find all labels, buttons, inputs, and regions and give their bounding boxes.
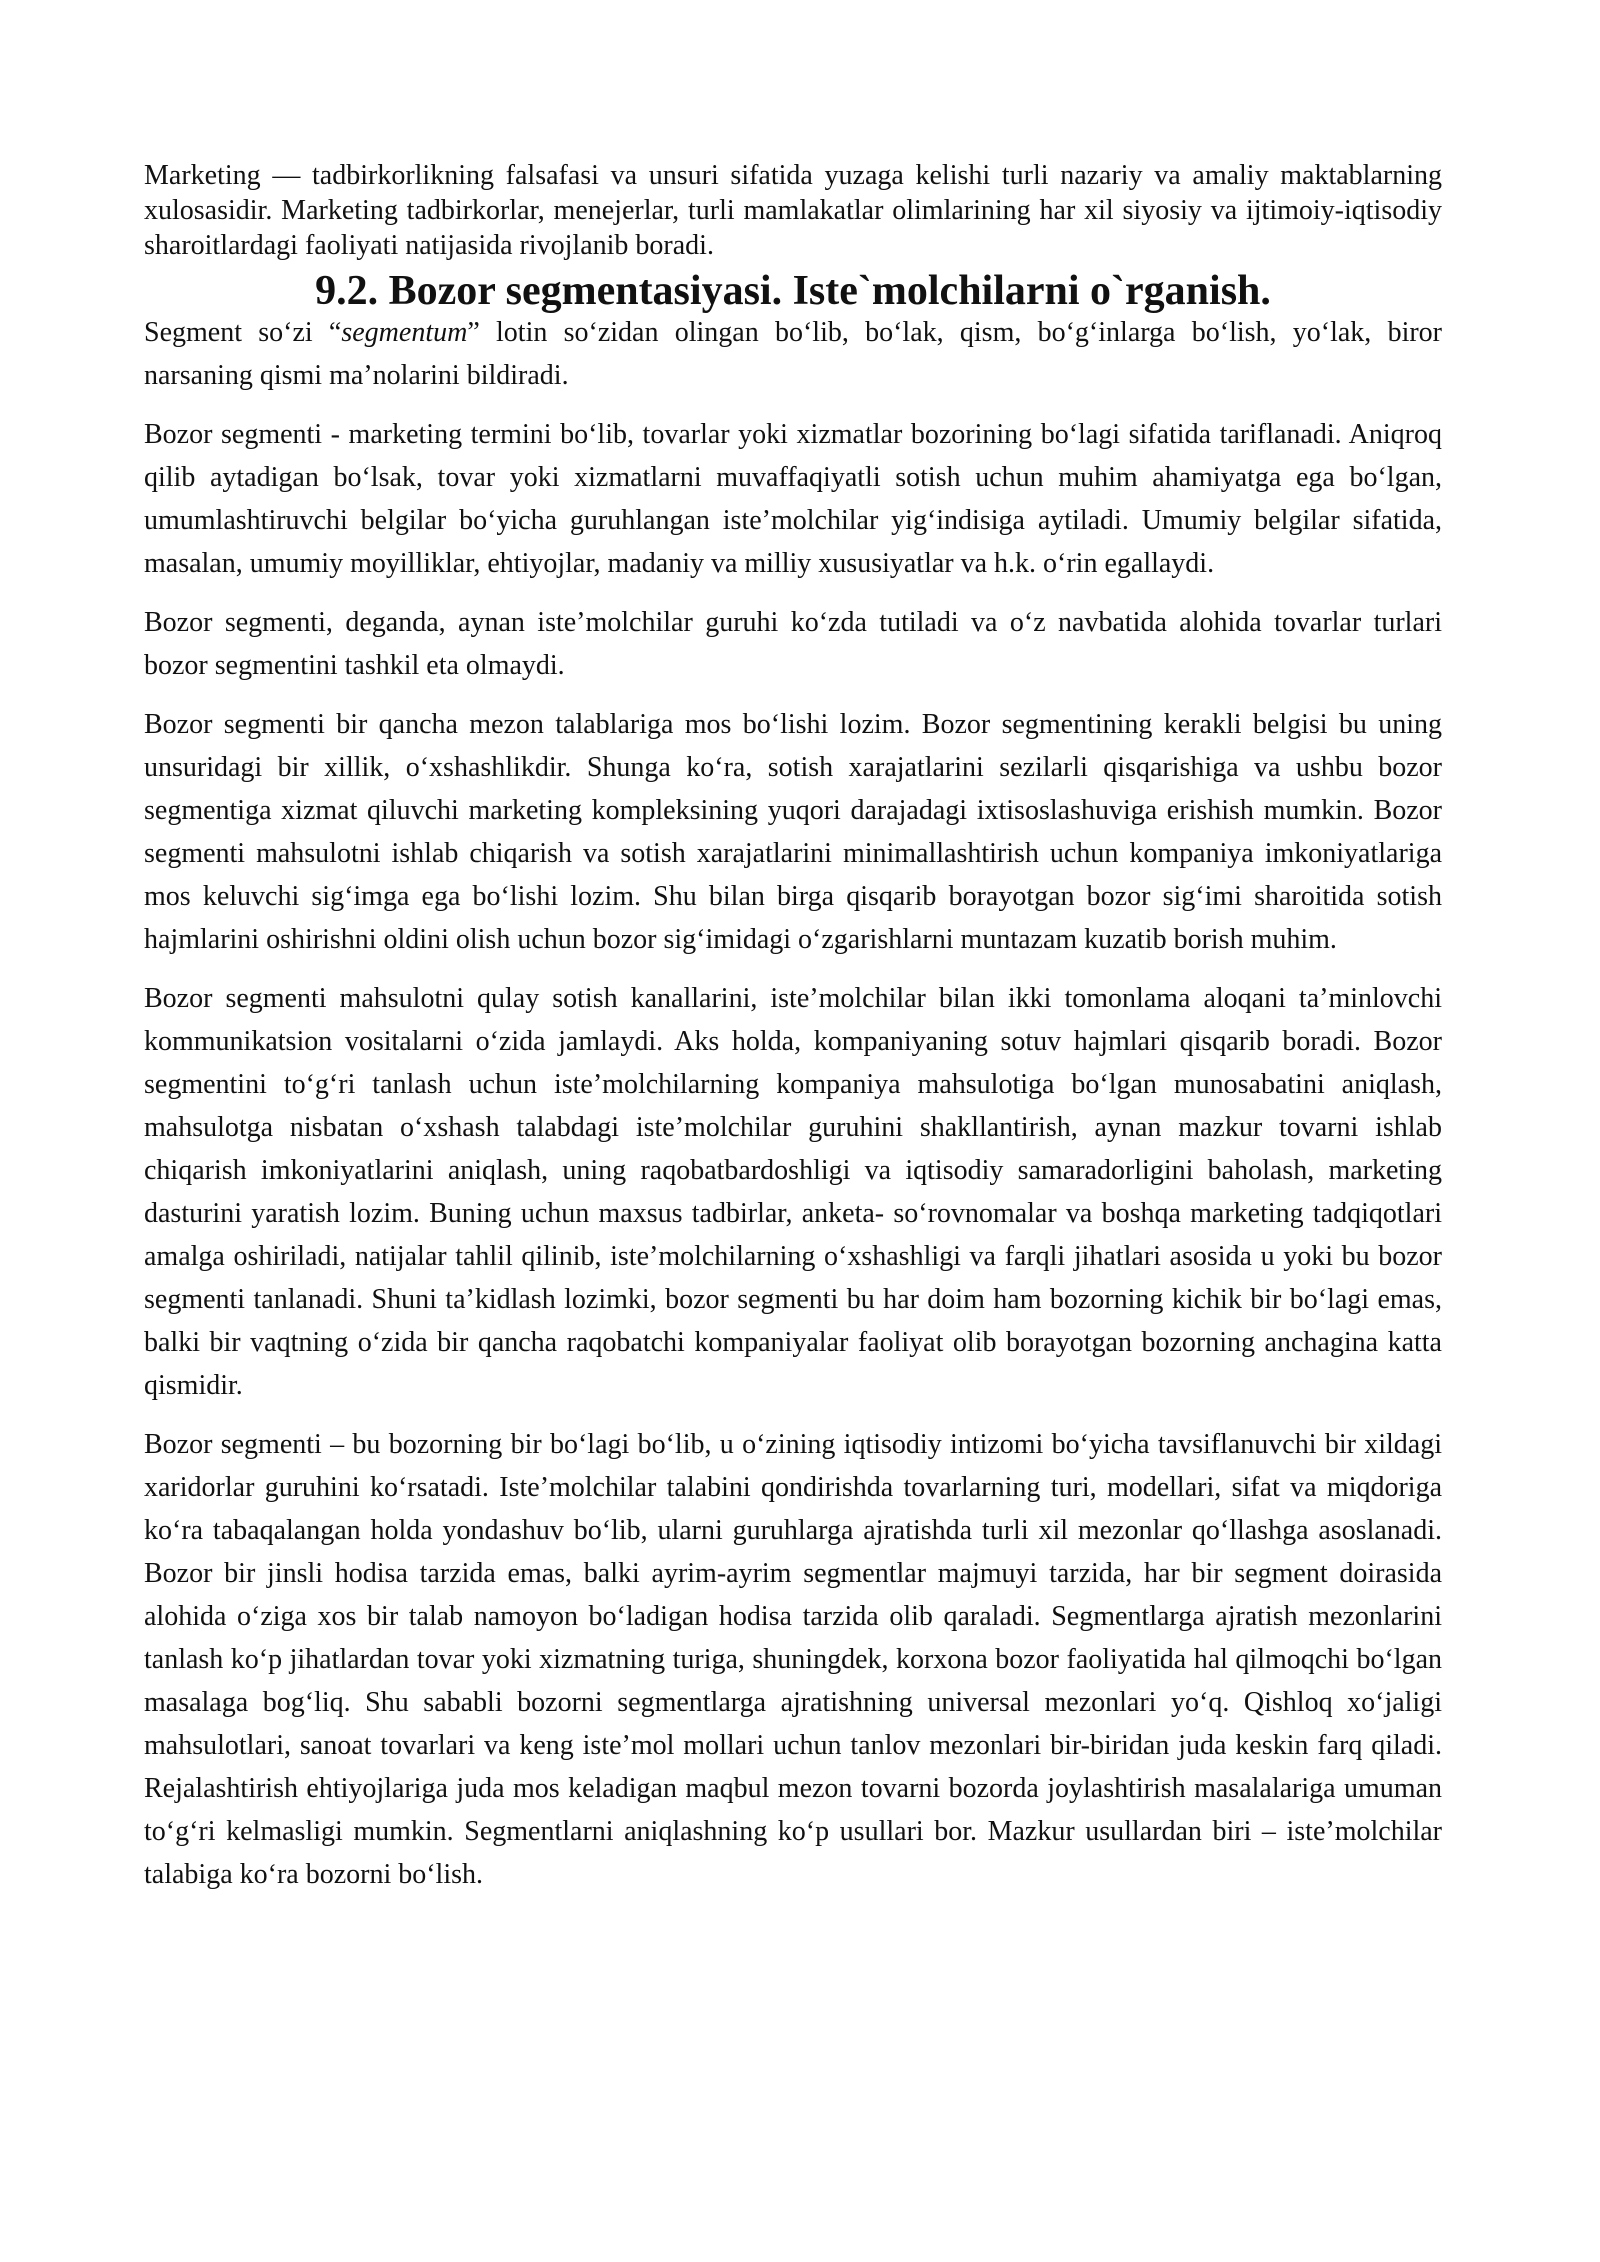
paragraph-consumer-group: Bozor segmenti, deganda, aynan iste’molchilar guruhi ko‘zda tutiladi va o‘z navbatida alohida tovarlar turlari bozor segmentini tashkil eta olmaydi. <box>144 607 1442 681</box>
segment-definition-paragraph <box>144 311 1442 397</box>
intro-paragraph: Marketing — tadbirkorlikning falsafasi va unsuri sifatida yuzaga kelishi turli nazariy va amaliy maktablarning xulosasidir. Marketing tadbirkorlar, menejerlar, turli mamlakatlar olimlarining har xil siyosiy va ijtimoiy-iqtisodiy sharoitlardagi faoliyati natijasida rivojlanib boradi. <box>144 160 1442 261</box>
paragraph-segment-criteria: Bozor segmenti bir qancha mezon talablariga mos bo‘lishi lozim. Bozor segmentining kerakli belgisi bu uning unsuridagi bir xillik, o‘xshashlikdir. Shunga ko‘ra, sotish xarajatlarini sezilarli qisqarishiga va ushbu bozor segmentiga xizmat qiluvchi marketing kompleksining yuqori darajadagi ixtisoslashuviga erishish mumkin. Bozor segmenti mahsulotni ishlab chiqarish va sotish xarajatlarini minimallashtirish uchun kompaniya imkoniyatlariga mos keluvchi sig‘imga ega bo‘lishi lozim. Shu bilan birga qisqarib borayotgan bozor sig‘imi sharoitida sotish hajmlarini oshirishni oldini olish uchun bozor sig‘imidagi o‘zgarishlarni muntazam kuzatib borish muhim. <box>144 709 1442 955</box>
section-heading: 9.2. Bozor segmentasiyasi. Iste`molchilarni o`rganish. <box>315 268 1271 314</box>
paragraph-sales-channels: Bozor segmenti mahsulotni qulay sotish kanallarini, iste’molchilar bilan ikki tomonlama aloqani ta’minlovchi kommunikatsion vositalarni o‘zida jamlaydi. Aks holda, kompaniyaning sotuv hajmlari qisqarib boradi. Bozor segmentini to‘g‘ri tanlash uchun iste’molchilarning kompaniya mahsulotiga bo‘lgan munosabatini aniqlash, mahsulotga nisbatan o‘xshash talabdagi iste’molchilar guruhini shakllantirish, aynan mazkur tovarni ishlab chiqarish imkoniyatlarini aniqlash, uning raqobatbardoshligi va iqtisodiy samaradorligini baholash, marketing dasturini yaratish lozim. Buning uchun maxsus tadbirlar, anketa- so‘rovnomalar va boshqa marketing tadqiqotlari amalga oshiriladi, natijalar tahlil qilinib, iste’molchilarning o‘xshashligi va farqli jihatlari asosida u yoki bu bozor segmenti tanlanadi. Shuni ta’kidlash lozimki, bozor segmenti bu har doim ham bozorning kichik bir bo‘lagi emas, balki bir vaqtning o‘zida bir qancha raqobatchi kompaniyalar faoliyat olib borayotgan bozorning anchagina katta qismidir. <box>144 983 1442 1401</box>
paragraph-segmentation-methods: Bozor segmenti – bu bozorning bir bo‘lagi bo‘lib, u o‘zining iqtisodiy intizomi bo‘yicha tavsiflanuvchi bir xildagi xaridorlar guruhini ko‘rsatadi. Iste’molchilar talabini qondirishda tovarlarning turi, modellari, sifat va miqdoriga ko‘ra tabaqalangan holda yondashuv bo‘lib, ularni guruhlarga ajratishda turli xil mezonlar qo‘llashga asoslanadi. Bozor bir jinsli hodisa tarzida emas, balki ayrim-ayrim segmentlar majmuyi tarzida, har bir segment doirasida alohida o‘ziga xos bir talab namoyon bo‘ladigan hodisa tarzida olib qaraladi. Segmentlarga ajratish mezonlarini tanlash ko‘p jihatlardan tovar yoki xizmatning turiga, shuningdek, korxona bozor faoliyatida hal qilmoqchi bo‘lgan masalaga bog‘liq. Shu sababli bozorni segmentlarga ajratishning universal mezonlari yo‘q. Qishloq xo‘jaligi mahsulotlari, sanoat tovarlari va keng iste’mol mollari uchun tanlov mezonlari bir-biridan juda keskin farq qiladi. Rejalashtirish ehtiyojlariga juda mos keladigan maqbul mezon tovarni bozorda joylashtirish masalalariga umuman to‘g‘ri kelmasligi mumkin. Segmentlarni aniqlashning ko‘p usullari bor. Mazkur usullardan biri – iste’molchilar talabiga ko‘ra bozorni bo‘lish. <box>144 1429 1442 1890</box>
document-page <box>144 158 1442 1912</box>
paragraph-market-segment-definition: Bozor segmenti - marketing termini bo‘lib, tovarlar yoki xizmatlar bozorining bo‘lagi sifatida tariflanadi. Aniqroq qilib aytadigan bo‘lsak, tovar yoki xizmatlarni muvaffaqiyatli sotish uchun muhim ahamiyatga ega bo‘lgan, umumlashtiruvchi belgilar bo‘yicha guruhlangan iste’molchilar yig‘indisiga aytiladi. Umumiy belgilar sifatida, masalan, umumiy moyilliklar, ehtiyojlar, madaniy va milliy xususiyatlar va h.k. o‘rin egallaydi. <box>144 419 1442 579</box>
definition-text-after: ” lotin so‘zidan olingan bo‘lib, bo‘lak, qism, bo‘g‘inlarga bo‘lish, yo‘lak, biror narsaning qismi ma’nolarini bildiradi. <box>144 317 1442 391</box>
definition-text-before: Segment so‘zi “ <box>144 317 342 348</box>
definition-term: segmentum <box>341 317 468 348</box>
